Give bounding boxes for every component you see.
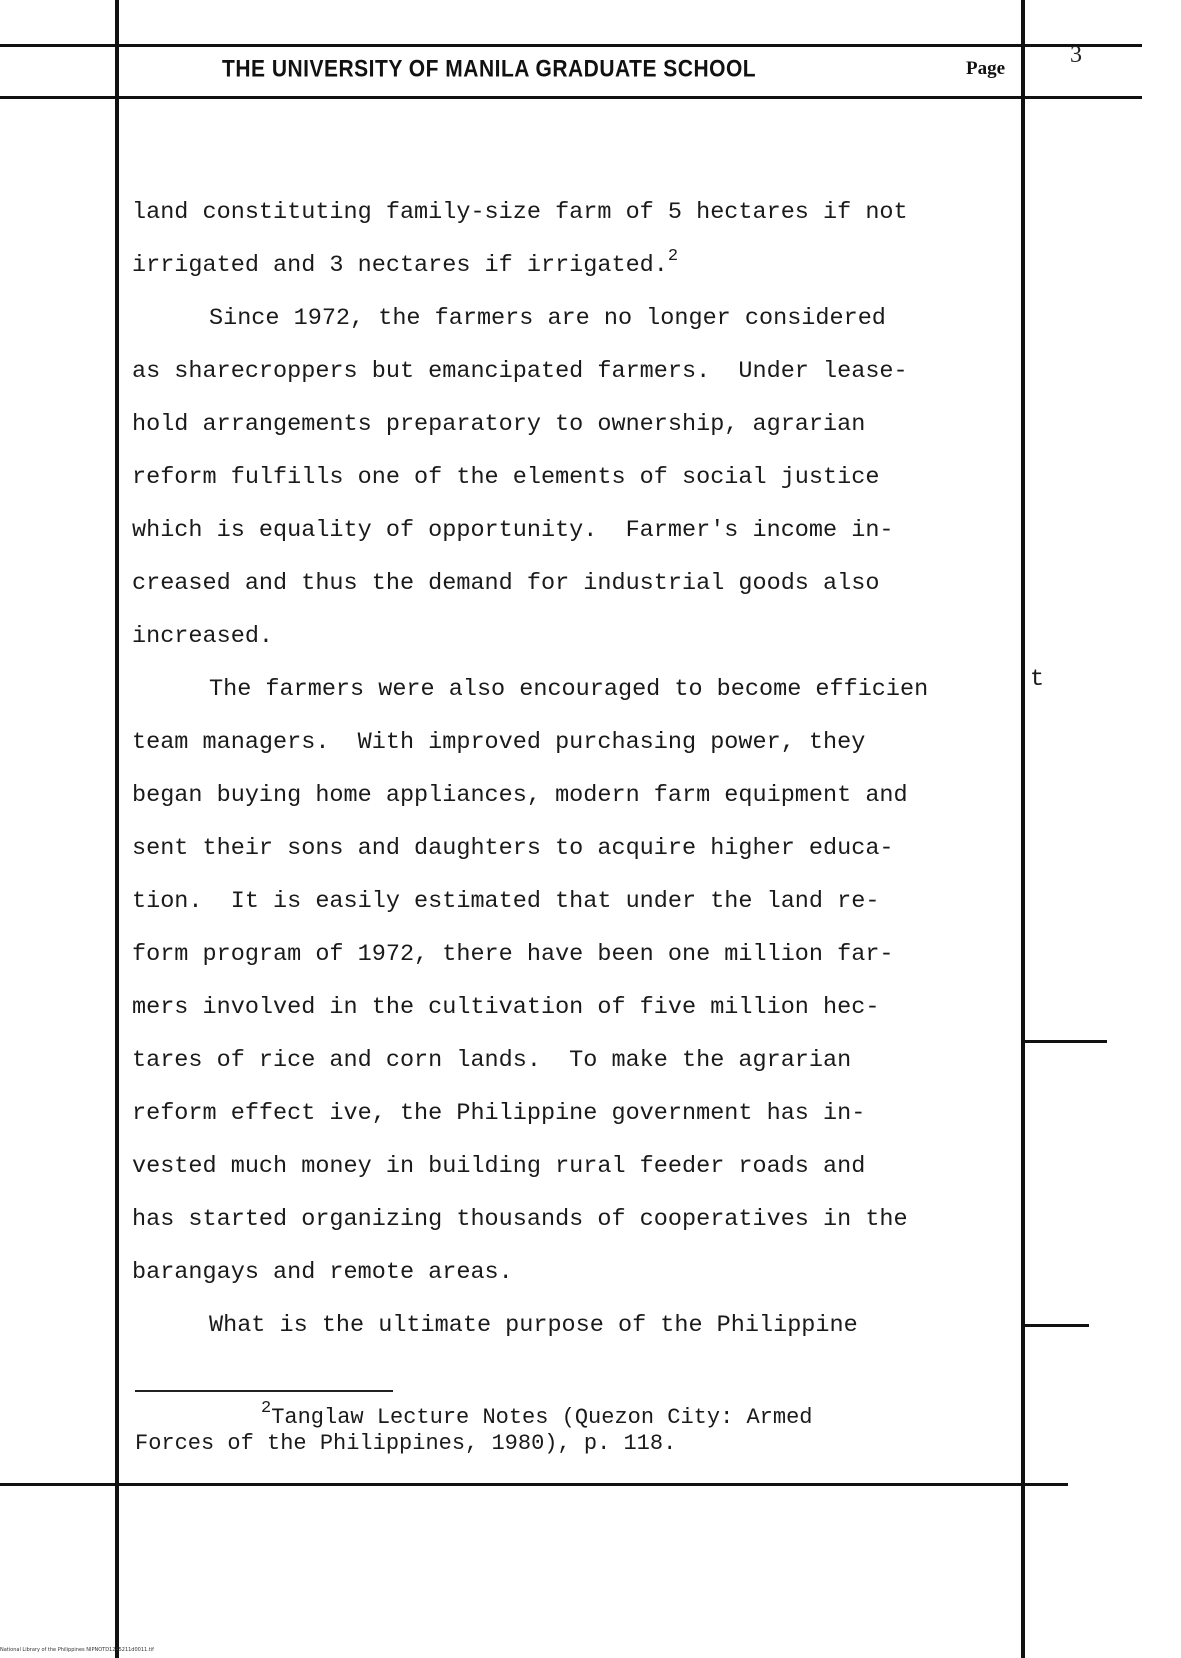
body-line [132,239,1032,292]
footnote-line-2: Forces of the Philippines, 1980), p. 118. [135,1431,677,1456]
body-line-text: The farmers were also encouraged to become efficien [209,676,929,703]
body-line-text: creased and thus the demand for industrial goods also [132,570,880,597]
body-line [132,875,1032,928]
page-title: THE UNIVERSITY OF MANILA GRADUATE SCHOOL [222,56,757,83]
body-line-text: reform fulfills one of the elements of social justice [132,464,880,491]
footnote-reference: 2 [667,247,679,266]
body-line-text: vested much money in building rural feeder roads and [132,1153,866,1180]
body-line-text: began buying home appliances, modern farm equipment and [132,782,908,809]
body-line-text: hold arrangements preparatory to ownership, agrarian [132,411,866,438]
body-line [132,1034,1032,1087]
body-line-text: form program of 1972, there have been one million far- [132,941,894,968]
header-bottom-rule [0,96,1142,99]
body-line [132,186,1032,239]
body-line [132,663,1032,716]
body-line [132,1299,1032,1352]
body-line [132,504,1032,557]
body-line [132,1193,1032,1246]
body-line [132,981,1032,1034]
body-line [132,928,1032,981]
body-line-text: mers involved in the cultivation of five million hec- [132,994,880,1021]
footnote-text-1: Tanglaw Lecture Notes (Quezon City: Armed [271,1405,813,1430]
footnote-marker: 2 [261,1399,272,1418]
body-line [132,1087,1032,1140]
body-line [132,557,1032,610]
margin-overflow-character: t [1030,666,1045,693]
footnote [135,1399,995,1457]
body-line-text: tares of rice and corn lands. To make the agrarian [132,1047,852,1074]
body-line [132,1140,1032,1193]
body-line [132,292,1032,345]
archive-footer: National Library of the Philippines NIPNOTD1245211d0011.tif [0,1647,154,1653]
body-line [132,1246,1032,1299]
body-line-text: has started organizing thousands of cooperatives in the [132,1206,908,1233]
body-line-text: barangays and remote areas. [132,1259,513,1286]
body-line [132,822,1032,875]
body-line-text: team managers. With improved purchasing power, they [132,729,866,756]
page-number: 3 [1070,42,1082,68]
page-label: Page [966,58,1006,79]
body-line-text: which is equality of opportunity. Farmer's income in- [132,517,894,544]
header-top-rule [0,44,1142,47]
right-tab-rule-1 [1021,1040,1107,1043]
body-line-text: increased. [132,623,274,650]
footnote-line-1 [135,1399,995,1431]
body-line-text: tion. It is easily estimated that under the land re- [132,888,880,915]
bottom-rule [0,1483,1068,1486]
body-line [132,769,1032,822]
left-margin-rule [115,0,119,1658]
body-line-text: sent their sons and daughters to acquire higher educa- [132,835,894,862]
body-line [132,716,1032,769]
body-line-text: as sharecroppers but emancipated farmers. Under lease- [132,358,908,385]
body-line-text: What is the ultimate purpose of the Philippine [209,1312,858,1339]
footnote-separator [135,1390,393,1392]
body-line-text: reform effect ive, the Philippine government has in- [132,1100,866,1127]
body-line-text: irrigated and 3 nectares if irrigated. [132,252,668,279]
body-line [132,610,1032,663]
body-line [132,451,1032,504]
body-line [132,345,1032,398]
body-line-text: Since 1972, the farmers are no longer considered [209,305,886,332]
body-text [132,186,1032,1352]
body-line-text: land constituting family-size farm of 5 hectares if not [132,199,908,226]
body-line [132,398,1032,451]
